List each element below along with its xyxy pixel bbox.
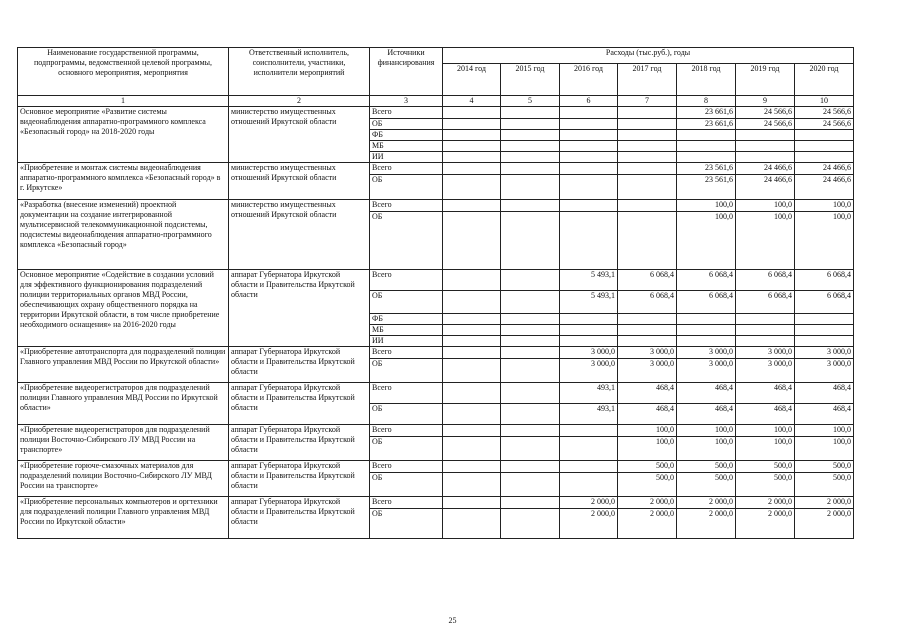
expense-value [677, 336, 736, 347]
expense-value [736, 141, 795, 152]
expense-value: 493,1 [560, 383, 618, 404]
expense-value: 2 000,0 [795, 509, 854, 539]
funding-source: Всего [370, 163, 443, 175]
expense-value: 100,0 [795, 425, 854, 437]
header-year: 2018 год [677, 64, 736, 96]
column-number: 1 [18, 96, 229, 107]
funding-source: Всего [370, 347, 443, 359]
table-row [18, 107, 854, 119]
expense-value: 468,4 [795, 383, 854, 404]
activity-name: Основное мероприятие «Содействие в создании условий для эффективного функционирования подразделений полиции территориальных органов МВД России, обеспечивающих охрану общественного порядка на территории Иркутской области, в том числе приобретение необходимого оснащения» на 2016-2020 годы [18, 270, 229, 347]
expense-value [501, 437, 560, 461]
expense-value: 100,0 [677, 425, 736, 437]
funding-source: Всего [370, 270, 443, 291]
expense-value: 3 000,0 [795, 347, 854, 359]
header-source: Источники финансирования [370, 48, 443, 96]
column-number: 4 [443, 96, 501, 107]
expense-value [618, 325, 677, 336]
expense-value [560, 141, 618, 152]
expense-value [560, 473, 618, 497]
table-row [18, 163, 854, 175]
table-row [18, 497, 854, 509]
expense-value [501, 212, 560, 270]
funding-source: ОБ [370, 291, 443, 314]
expense-value: 500,0 [736, 473, 795, 497]
expense-value: 24 566,6 [736, 119, 795, 130]
executor-name: аппарат Губернатора Иркутской области и Правительства Иркутской области [229, 347, 370, 383]
expense-value: 100,0 [736, 200, 795, 212]
funding-source: ОБ [370, 437, 443, 461]
expense-value [736, 152, 795, 163]
expense-value [560, 336, 618, 347]
expense-value: 23 561,6 [677, 163, 736, 175]
expense-value: 2 000,0 [560, 497, 618, 509]
executor-name: аппарат Губернатора Иркутской области и Правительства Иркутской области [229, 461, 370, 497]
funding-source: ОБ [370, 359, 443, 383]
expense-value [677, 325, 736, 336]
expense-value [736, 314, 795, 325]
activity-name: «Разработка (внесение изменений) проектной документации на создание интегрированной мультисервисной телекоммуникационной подсистемы, подсистемы видеонаблюдения аппаратно-программного комплекса «Безопасный город» [18, 200, 229, 270]
table-row [18, 200, 854, 212]
expense-value [618, 130, 677, 141]
expense-value: 24 466,6 [736, 163, 795, 175]
page-number: 25 [448, 616, 457, 625]
expense-value [443, 461, 501, 473]
column-number: 9 [736, 96, 795, 107]
expense-value: 2 000,0 [618, 509, 677, 539]
expense-value [736, 336, 795, 347]
expense-value [677, 130, 736, 141]
header-year: 2017 год [618, 64, 677, 96]
funding-source: ИИ [370, 152, 443, 163]
expense-value: 24 466,6 [795, 163, 854, 175]
header-year: 2016 год [560, 64, 618, 96]
expense-value: 5 493,1 [560, 291, 618, 314]
expense-value: 6 068,4 [736, 291, 795, 314]
expense-value: 100,0 [736, 437, 795, 461]
expense-value [443, 425, 501, 437]
expense-value [443, 175, 501, 200]
expense-value [501, 461, 560, 473]
expense-value: 6 068,4 [795, 291, 854, 314]
table-row [18, 347, 854, 359]
expense-value: 23 661,6 [677, 107, 736, 119]
expense-value: 24 566,6 [795, 107, 854, 119]
expense-value: 500,0 [677, 473, 736, 497]
expense-value: 6 068,4 [677, 270, 736, 291]
expense-value [618, 336, 677, 347]
expense-value: 3 000,0 [618, 359, 677, 383]
expense-value: 468,4 [618, 404, 677, 425]
expense-value: 24 466,6 [736, 175, 795, 200]
funding-source: Всего [370, 497, 443, 509]
expense-value [443, 200, 501, 212]
funding-source: ОБ [370, 119, 443, 130]
expense-value [501, 425, 560, 437]
expense-value [501, 473, 560, 497]
expense-value: 500,0 [795, 461, 854, 473]
expense-value [443, 325, 501, 336]
activity-name: «Приобретение видеорегистраторов для подразделений полиции Главного управления МВД России по Иркутской области» [18, 383, 229, 425]
expense-value [501, 141, 560, 152]
expense-value [443, 141, 501, 152]
activity-name: «Приобретение автотранспорта для подразделений полиции Главного управления МВД России по Иркутской области» [18, 347, 229, 383]
expense-value [443, 291, 501, 314]
budget-table [17, 47, 854, 539]
expense-value [795, 130, 854, 141]
expense-value [501, 383, 560, 404]
expense-value [618, 107, 677, 119]
expense-value [795, 336, 854, 347]
column-number: 5 [501, 96, 560, 107]
expense-value [560, 437, 618, 461]
expense-value: 3 000,0 [677, 359, 736, 383]
activity-name: «Приобретение видеорегистраторов для подразделений полиции Восточно-Сибирского ЛУ МВД России на транспорте» [18, 425, 229, 461]
funding-source: Всего [370, 200, 443, 212]
expense-value [795, 325, 854, 336]
expense-value: 468,4 [736, 404, 795, 425]
executor-name: аппарат Губернатора Иркутской области и Правительства Иркутской области [229, 497, 370, 539]
expense-value: 3 000,0 [677, 347, 736, 359]
expense-value: 3 000,0 [736, 359, 795, 383]
header-executor: Ответственный исполнитель, соисполнители, участники, исполнители мероприятий [229, 48, 370, 96]
executor-name: аппарат Губернатора Иркутской области и Правительства Иркутской области [229, 270, 370, 347]
expense-value: 23 561,6 [677, 175, 736, 200]
expense-value [560, 425, 618, 437]
funding-source: ОБ [370, 509, 443, 539]
table-row [18, 383, 854, 404]
expense-value: 2 000,0 [736, 509, 795, 539]
expense-value: 468,4 [736, 383, 795, 404]
expense-value [501, 119, 560, 130]
expense-value: 6 068,4 [736, 270, 795, 291]
column-number: 6 [560, 96, 618, 107]
expense-value: 500,0 [618, 461, 677, 473]
expense-value: 6 068,4 [618, 291, 677, 314]
expense-value [501, 314, 560, 325]
expense-value: 6 068,4 [677, 291, 736, 314]
expense-value [560, 461, 618, 473]
expense-value: 24 466,6 [795, 175, 854, 200]
expense-value [501, 497, 560, 509]
expense-value [677, 141, 736, 152]
executor-name: аппарат Губернатора Иркутской области и Правительства Иркутской области [229, 383, 370, 425]
expense-value: 100,0 [795, 200, 854, 212]
expense-value [618, 200, 677, 212]
expense-value: 100,0 [736, 212, 795, 270]
funding-source: ОБ [370, 473, 443, 497]
expense-value [795, 152, 854, 163]
expense-value: 500,0 [736, 461, 795, 473]
expense-value: 100,0 [677, 212, 736, 270]
expense-value: 500,0 [677, 461, 736, 473]
expense-value: 500,0 [618, 473, 677, 497]
expense-value: 2 000,0 [618, 497, 677, 509]
column-number: 2 [229, 96, 370, 107]
expense-value [501, 175, 560, 200]
expense-value: 6 068,4 [795, 270, 854, 291]
expense-value [443, 509, 501, 539]
expense-value: 100,0 [677, 437, 736, 461]
expense-value: 2 000,0 [677, 497, 736, 509]
expense-value [618, 314, 677, 325]
expense-value [501, 270, 560, 291]
expense-value [560, 175, 618, 200]
column-number: 10 [795, 96, 854, 107]
table-row [18, 425, 854, 437]
expense-value: 2 000,0 [677, 509, 736, 539]
expense-value [501, 107, 560, 119]
expense-value: 493,1 [560, 404, 618, 425]
expense-value: 468,4 [677, 383, 736, 404]
expense-value: 2 000,0 [795, 497, 854, 509]
executor-name: аппарат Губернатора Иркутской области и Правительства Иркутской области [229, 425, 370, 461]
funding-source: ИИ [370, 336, 443, 347]
expense-value [443, 359, 501, 383]
header-expenses: Расходы (тыс.руб.), годы [443, 48, 854, 64]
funding-source: Всего [370, 107, 443, 119]
expense-value [618, 175, 677, 200]
expense-value [501, 359, 560, 383]
expense-value: 3 000,0 [560, 347, 618, 359]
expense-value [443, 347, 501, 359]
expense-value [501, 200, 560, 212]
expense-value [618, 119, 677, 130]
funding-source: ОБ [370, 212, 443, 270]
header-year: 2020 год [795, 64, 854, 96]
activity-name: «Приобретение горюче-смазочных материалов для подразделений полиции Восточно-Сибирского ЛУ МВД России на транспорте» [18, 461, 229, 497]
expense-value [560, 212, 618, 270]
expense-value [560, 152, 618, 163]
expense-value: 100,0 [677, 200, 736, 212]
expense-value [443, 130, 501, 141]
header-year: 2019 год [736, 64, 795, 96]
expense-value [736, 325, 795, 336]
column-number: 3 [370, 96, 443, 107]
expense-value [501, 291, 560, 314]
funding-source: Всего [370, 461, 443, 473]
funding-source: ФБ [370, 130, 443, 141]
expense-value [560, 325, 618, 336]
table-header [18, 48, 854, 107]
expense-value [443, 107, 501, 119]
expense-value [560, 119, 618, 130]
expense-value: 5 493,1 [560, 270, 618, 291]
table-row [18, 461, 854, 473]
expense-value: 3 000,0 [736, 347, 795, 359]
expense-value [443, 152, 501, 163]
expense-value [443, 163, 501, 175]
expense-value [677, 152, 736, 163]
expense-value [443, 212, 501, 270]
expense-value [560, 107, 618, 119]
expense-value [501, 325, 560, 336]
header-year: 2015 год [501, 64, 560, 96]
expense-value [677, 314, 736, 325]
expense-value [443, 404, 501, 425]
activity-name: «Приобретение и монтаж системы видеонаблюдения аппаратно-программного комплекса «Безопасный город» в г. Иркутске» [18, 163, 229, 200]
expense-value [560, 163, 618, 175]
executor-name: министерство имущественных отношений Иркутской области [229, 163, 370, 200]
expense-value [501, 509, 560, 539]
expense-value [618, 163, 677, 175]
expense-value: 100,0 [795, 212, 854, 270]
funding-source: МБ [370, 325, 443, 336]
funding-source: ФБ [370, 314, 443, 325]
expense-value [443, 336, 501, 347]
funding-source: Всего [370, 425, 443, 437]
expense-value [443, 119, 501, 130]
expense-value [795, 314, 854, 325]
expense-value: 100,0 [795, 437, 854, 461]
expense-value: 100,0 [736, 425, 795, 437]
expense-value: 2 000,0 [736, 497, 795, 509]
expense-value [560, 200, 618, 212]
expense-value [618, 141, 677, 152]
expense-value: 468,4 [795, 404, 854, 425]
executor-name: министерство имущественных отношений Иркутской области [229, 200, 370, 270]
expense-value: 3 000,0 [795, 359, 854, 383]
expense-value: 468,4 [618, 383, 677, 404]
activity-name: «Приобретение персональных компьютеров и оргтехники для подразделений полиции Главного управления МВД России по Иркутской области» [18, 497, 229, 539]
expense-value: 100,0 [618, 425, 677, 437]
expense-value [501, 152, 560, 163]
expense-value: 2 000,0 [560, 509, 618, 539]
expense-value [443, 437, 501, 461]
executor-name: министерство имущественных отношений Иркутской области [229, 107, 370, 163]
expense-value: 3 000,0 [618, 347, 677, 359]
expense-value: 23 661,6 [677, 119, 736, 130]
expense-value [443, 314, 501, 325]
expense-value [443, 473, 501, 497]
expense-value [795, 141, 854, 152]
column-number: 8 [677, 96, 736, 107]
expense-value: 468,4 [677, 404, 736, 425]
expense-value [501, 347, 560, 359]
expense-value: 100,0 [618, 437, 677, 461]
expense-value [736, 130, 795, 141]
expense-value [501, 404, 560, 425]
funding-source: Всего [370, 383, 443, 404]
expense-value [560, 314, 618, 325]
expense-value: 3 000,0 [560, 359, 618, 383]
expense-value [618, 212, 677, 270]
expense-value: 500,0 [795, 473, 854, 497]
expense-value [443, 270, 501, 291]
funding-source: ОБ [370, 404, 443, 425]
expense-value [443, 497, 501, 509]
expense-value [501, 130, 560, 141]
column-number: 7 [618, 96, 677, 107]
header-year: 2014 год [443, 64, 501, 96]
expense-value: 24 566,6 [795, 119, 854, 130]
expense-value [443, 383, 501, 404]
funding-source: МБ [370, 141, 443, 152]
expense-value [560, 130, 618, 141]
header-name: Наименование государственной программы, подпрограммы, ведомственной целевой программы, основного мероприятия, мероприятия [18, 48, 229, 96]
activity-name: Основное мероприятие «Развитие системы видеонаблюдения аппаратно-программного комплекса «Безопасный город» на 2018-2020 годы [18, 107, 229, 163]
expense-value [618, 152, 677, 163]
expense-value [501, 163, 560, 175]
expense-value [501, 336, 560, 347]
funding-source: ОБ [370, 175, 443, 200]
table-row [18, 270, 854, 291]
table-body [18, 107, 854, 539]
expense-value: 6 068,4 [618, 270, 677, 291]
expense-value: 24 566,6 [736, 107, 795, 119]
